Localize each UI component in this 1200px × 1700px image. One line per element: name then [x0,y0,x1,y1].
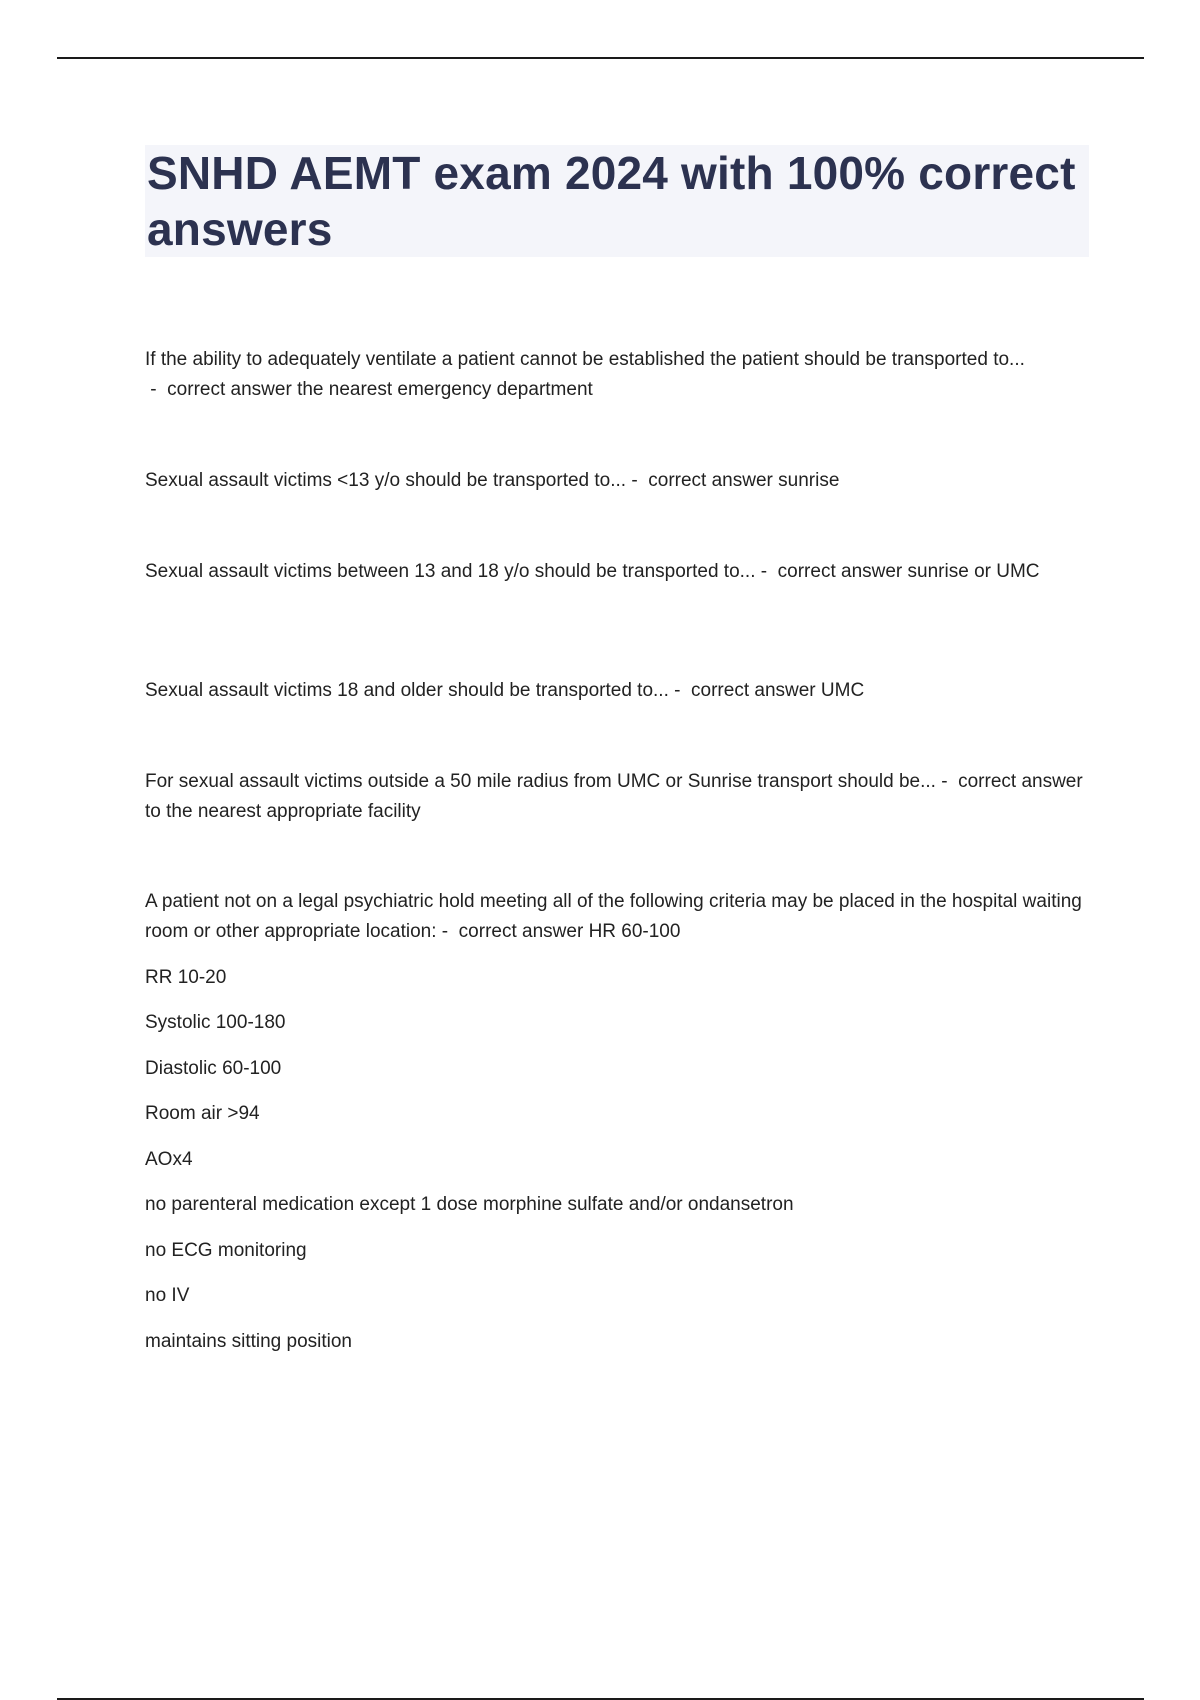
criteria-item: no IV [145,1285,190,1306]
answer-label: correct answer [691,680,816,701]
question-text: Sexual assault victims 18 and older should be transported to... [145,680,669,701]
answer-label: correct answer [458,921,584,942]
answer-text: HR 60-100 [588,921,681,942]
criteria-item: AOx4 [145,1149,193,1170]
criteria-item: Diastolic 60-100 [145,1058,282,1079]
qa-item [145,557,1090,587]
question-text: Sexual assault victims between 13 and 18 y/o should be transported to... [145,561,756,582]
criteria-item: Room air >94 [145,1103,260,1124]
question-text: If the ability to adequately ventilate a patient cannot be established the patient should be transported to... [145,349,1025,370]
title-banner [145,145,1089,257]
question-text: For sexual assault victims outside a 50 mile radius from UMC or Sunrise transport should be... [145,771,936,792]
criteria-item: RR 10-20 [145,967,227,988]
qa-item [145,466,1090,496]
answer-label: correct answer [167,379,292,400]
answer-label: correct answer [777,561,903,582]
question-text: Sexual assault victims <13 y/o should be transported to... [145,470,627,491]
separator: - [755,561,778,582]
criteria-item: no parenteral medication except 1 dose morphine sulfate and/or ondansetron [145,1194,794,1215]
separator: - [436,921,459,942]
top-rule [57,57,1144,59]
qa-item [145,767,1090,827]
answer-label: correct answer [958,771,1083,792]
qa-item [145,345,1090,405]
separator: - [935,771,959,792]
page-title: SNHD AEMT exam 2024 with 100% correct answers [147,147,1076,255]
criteria-item: no ECG monitoring [145,1240,307,1261]
answer-text: the nearest emergency department [297,379,593,400]
separator: - [626,470,649,491]
answer-text: sunrise or UMC [907,561,1040,582]
answer-text: sunrise [778,470,840,491]
answer-text: to the nearest appropriate facility [145,801,421,822]
criteria-item: Systolic 100-180 [145,1012,286,1033]
qa-item [145,676,1090,706]
answer-text: UMC [820,680,865,701]
criteria-item: maintains sitting position [145,1331,352,1352]
qa-item [145,887,1090,947]
separator: - [668,680,692,701]
question-text: A patient not on a legal psychiatric hold meeting all of the following criteria may be placed in the hospital waiting room or other appropriate location: [145,891,1082,942]
separator: - [145,379,168,400]
answer-label: correct answer [648,470,773,491]
